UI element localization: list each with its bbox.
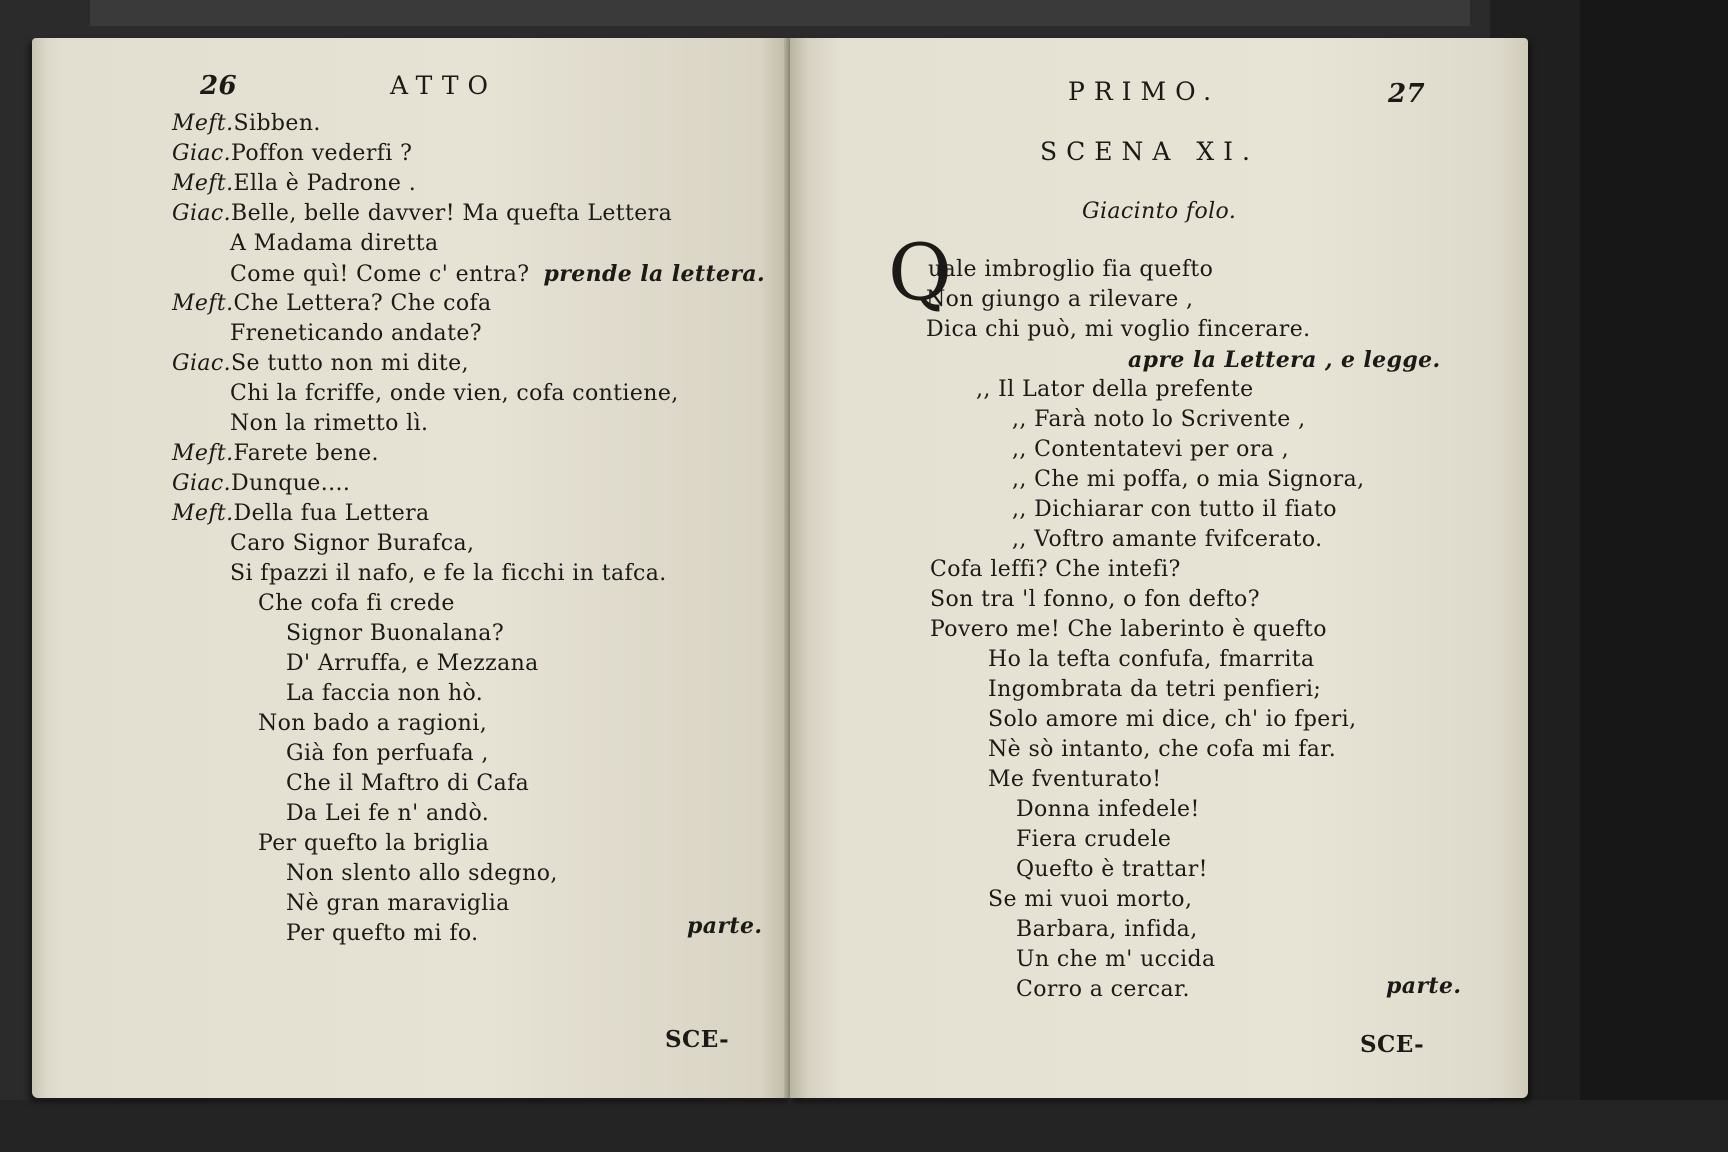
- right-verse-line: [926, 316, 1311, 344]
- left-verse-line: [230, 410, 428, 438]
- background-bottom: [0, 1100, 1728, 1152]
- left-verse-line: [172, 170, 416, 198]
- line-text: Chi la fcriffe, onde vien, cofa contiene,: [230, 381, 679, 406]
- line-text: Cofa leffi? Che intefi?: [930, 557, 1181, 582]
- running-head-right: PRIMO.: [1068, 77, 1221, 106]
- speaker-label: Meft.: [172, 501, 234, 526]
- line-text: Si fpazzi il nafo, e fe la ficchi in tafca.: [230, 561, 667, 586]
- line-text: Quefto è trattar!: [1016, 857, 1208, 882]
- left-verse-line: [258, 590, 455, 618]
- line-text: Che cofa fi crede: [258, 591, 455, 616]
- left-verse-line: [230, 560, 667, 588]
- line-text: Da Lei fe n' andò.: [286, 801, 490, 826]
- right-verse-line: [988, 676, 1321, 704]
- line-text: Ella è Padrone .: [233, 171, 417, 196]
- line-text: Freneticando andate?: [230, 321, 482, 346]
- left-verse-line: [172, 200, 672, 228]
- drop-cap: Q: [888, 228, 952, 318]
- left-verse-line: [286, 860, 558, 888]
- left-verse-line: [286, 680, 483, 708]
- line-text: Già fon perfuafa ,: [286, 741, 489, 766]
- exit-direction-left: parte.: [687, 913, 763, 939]
- left-verse-line: [230, 230, 439, 258]
- left-verse-line: [286, 740, 489, 768]
- exit-direction-right: parte.: [1386, 973, 1462, 999]
- left-verse-line: [172, 350, 469, 378]
- line-text: ,, Voftro amante fvifcerato.: [1012, 527, 1323, 552]
- left-verse-line: [286, 920, 479, 948]
- left-verse-line: [172, 110, 321, 138]
- line-text: Se tutto non mi dite,: [231, 351, 469, 376]
- background-right-dark: [1580, 0, 1728, 1152]
- line-text: Son tra 'l fonno, o fon defto?: [930, 587, 1260, 612]
- right-verse-line: [1128, 346, 1441, 375]
- line-text: ,, Dichiarar con tutto il fiato: [1012, 497, 1337, 522]
- right-verse-line: [1016, 796, 1200, 824]
- right-verse-line: [930, 616, 1327, 644]
- line-text: Me fventurato!: [988, 767, 1162, 792]
- running-head-left: ATTO: [390, 71, 497, 100]
- left-verse-line: [286, 890, 510, 918]
- speaker-label: Meft.: [172, 291, 234, 316]
- page-number-right: 27: [1388, 79, 1425, 109]
- page-number-left: 26: [200, 71, 237, 101]
- speaker-label: Giac.: [172, 201, 232, 226]
- right-verse-line: [1016, 826, 1171, 854]
- right-verse-line: [930, 556, 1181, 584]
- speaker-label: Meft.: [172, 171, 234, 196]
- line-text: ,, Il Lator della prefente: [976, 377, 1254, 402]
- line-text: Donna infedele!: [1016, 797, 1200, 822]
- left-verse-line: [230, 530, 474, 558]
- right-verse-line: [1012, 436, 1289, 464]
- line-text: Se mi vuoi morto,: [988, 887, 1193, 912]
- line-text: Sibben.: [233, 111, 321, 136]
- left-verse-line: [172, 500, 430, 528]
- line-text: Come quì! Come c' entra?: [230, 262, 530, 287]
- line-text: Non giungo a rilevare ,: [926, 287, 1194, 312]
- right-verse-line: [1012, 526, 1323, 554]
- right-verse-line: [930, 586, 1260, 614]
- line-text: Dica chi può, mi voglio fincerare.: [926, 317, 1311, 342]
- line-text: Per quefto la briglia: [258, 831, 490, 856]
- right-verse-line: [988, 886, 1192, 914]
- line-text: ,, Che mi poffa, o mia Signora,: [1012, 467, 1365, 492]
- line-text: Corro a cercar.: [1016, 977, 1190, 1002]
- catchword-left: SCE-: [665, 1026, 730, 1053]
- line-text: D' Arruffa, e Mezzana: [286, 651, 539, 676]
- left-verse-line: [172, 440, 379, 468]
- right-verse-line: [1016, 916, 1198, 944]
- speaker-label: Giac.: [172, 351, 232, 376]
- speaker-label: Giac.: [172, 471, 232, 496]
- scene-subtitle: Giacinto folo.: [1082, 199, 1237, 224]
- right-verse-line: [1016, 856, 1208, 884]
- speaker-label: Meft.: [172, 111, 234, 136]
- line-text: Ingombrata da tetri penfieri;: [988, 677, 1322, 702]
- line-text: Nè sò intanto, che cofa mi far.: [988, 737, 1337, 762]
- line-text: Un che m' uccida: [1016, 947, 1216, 972]
- line-text: Solo amore mi dice, ch' io fperi,: [988, 707, 1357, 732]
- left-verse-line: [258, 710, 487, 738]
- stage-direction: apre la Lettera , e legge.: [1128, 347, 1441, 373]
- right-verse-line: [988, 706, 1356, 734]
- line-text: Poffon vederfi ?: [231, 141, 413, 166]
- right-verse-line: [928, 256, 1213, 284]
- line-text: Dunque....: [231, 471, 351, 496]
- left-verse-line: [286, 650, 539, 678]
- line-text: Non slento allo sdegno,: [286, 861, 558, 886]
- left-verse-line: [258, 830, 489, 858]
- line-text: A Madama diretta: [230, 231, 439, 256]
- background-top: [90, 0, 1470, 26]
- right-verse-line: [988, 766, 1161, 794]
- right-verse-line: [1012, 406, 1305, 434]
- left-page: [32, 38, 790, 1098]
- left-verse-line: [230, 380, 679, 408]
- line-text: Fiera crudele: [1016, 827, 1172, 852]
- line-text: Che Lettera? Che cofa: [233, 291, 492, 316]
- line-text: Belle, belle davver! Ma quefta Lettera: [231, 201, 673, 226]
- scene-title: SCENA XI.: [1040, 137, 1260, 166]
- left-verse-line: [172, 290, 492, 318]
- left-verse-line: [172, 140, 412, 168]
- right-verse-line: [926, 286, 1193, 314]
- line-text: Caro Signor Burafca,: [230, 531, 475, 556]
- open-book: [32, 38, 1527, 1103]
- left-verse-line: [230, 320, 482, 348]
- line-text: Per quefto mi fo.: [286, 921, 479, 946]
- right-verse-line: [988, 736, 1336, 764]
- speaker-label: Meft.: [172, 441, 234, 466]
- left-verse-line: [286, 800, 489, 828]
- right-verse-line: [1016, 946, 1216, 974]
- line-text: Ho la tefta confufa, fmarrita: [988, 647, 1315, 672]
- line-text: ,, Farà noto lo Scrivente ,: [1012, 407, 1306, 432]
- line-text: Che il Maftro di Cafa: [286, 771, 530, 796]
- right-verse-line: [1012, 466, 1364, 494]
- line-text: Signor Buonalana?: [286, 621, 505, 646]
- right-page: [790, 38, 1528, 1098]
- line-text: uale imbroglio fia quefto: [928, 257, 1214, 282]
- right-verse-line: [1012, 496, 1337, 524]
- line-text: ,, Contentatevi per ora ,: [1012, 437, 1290, 462]
- line-text: La faccia non hò.: [286, 681, 484, 706]
- line-text: Povero me! Che laberinto è quefto: [930, 617, 1327, 642]
- left-verse-line: [286, 770, 529, 798]
- line-text: Farete bene.: [233, 441, 379, 466]
- left-verse-line: [172, 470, 350, 498]
- stage-direction: prende la lettera.: [543, 261, 766, 287]
- catchword-right: SCE-: [1360, 1031, 1425, 1058]
- right-verse-line: [988, 646, 1315, 674]
- right-verse-line: [1016, 976, 1190, 1004]
- speaker-label: Giac.: [172, 141, 232, 166]
- left-verse-line: [286, 620, 504, 648]
- line-text: Della fua Lettera: [233, 501, 430, 526]
- line-text: Non la rimetto lì.: [230, 411, 429, 436]
- right-verse-line: [976, 376, 1254, 404]
- line-text: Barbara, infida,: [1016, 917, 1198, 942]
- left-verse-line: [230, 260, 765, 289]
- line-text: Non bado a ragioni,: [258, 711, 488, 736]
- line-text: Nè gran maraviglia: [286, 891, 510, 916]
